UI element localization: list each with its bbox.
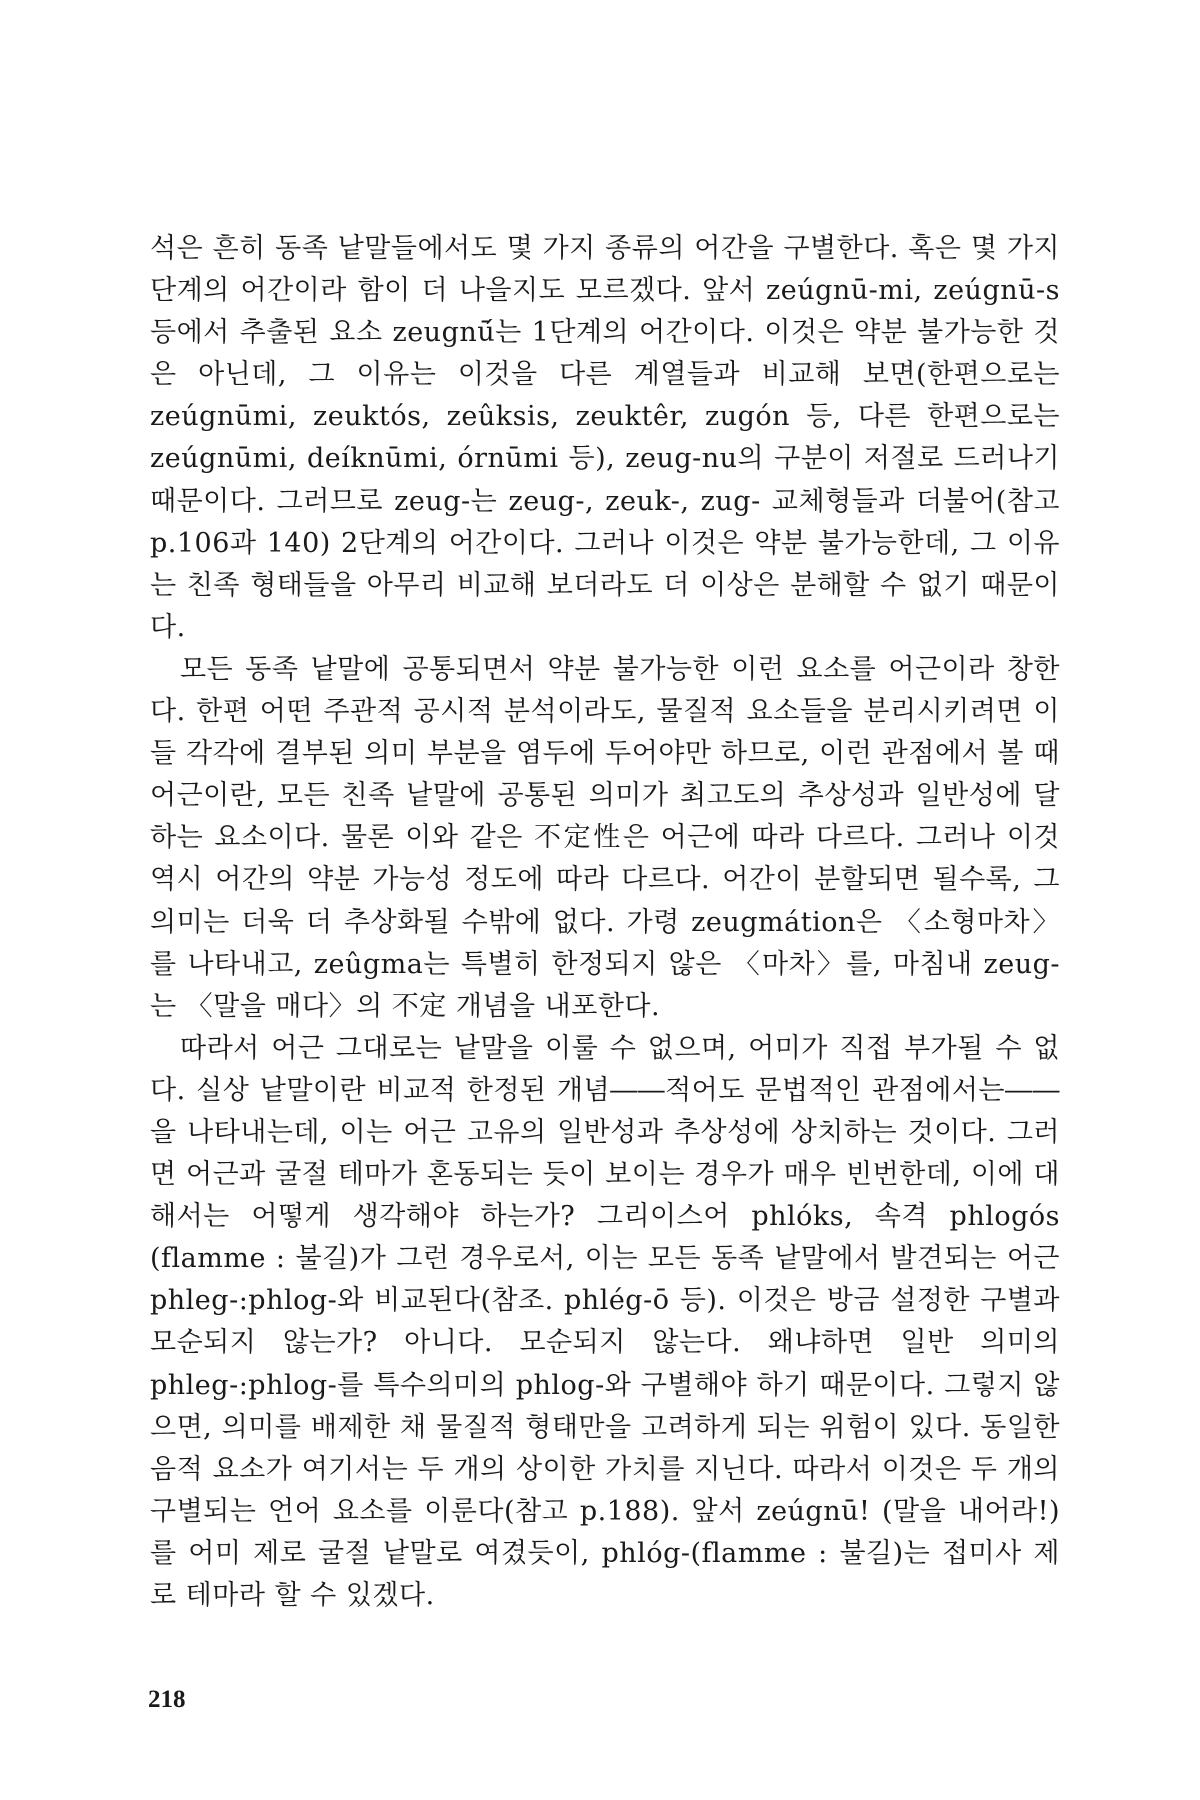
paragraph-3: 따라서 어근 그대로는 낱말을 이룰 수 없으며, 어미가 직접 부가될 수 없다. 실상 낱말이란 비교적 한정된 개념――적어도 문법적인 관점에서는――을 나타내는데, 이는 어근 고유의 일반성과 추상성에 상치하는 것이다. 그러면 어근과 굴절 테마가 혼동되는 듯이 보이는 경우가 매우 빈번한데, 이에 대해서는 어떻게 생각해야 하는가? 그리이스어 phlóks, 속격 phlogós (flamme : 불길)가 그런 경우로서, 이는 모든 동족 낱말에서 발견되는 어근 phleg-:phlog-와 비교된다(참조. phlég-ō 등). 이것은 방금 설정한 구별과 모순되지 않는가? 아니다. 모순되지 않는다. 왜냐하면 일반 의미의 phleg-:phlog-를 특수의미의 phlog-와 구별해야 하기 때문이다. 그렇지 않으면, 의미를 배제한 채 물질적 형태만을 고려하게 되는 위험이 있다. 동일한 음적 요소가 여기서는 두 개의 상이한 가치를 지닌다. 따라서 이것은 두 개의 구별되는 언어 요소를 이룬다(참고 p.188). 앞서 zeúgnū! (말을 내어라!)를 어미 제로 굴절 낱말로 여겼듯이, phlóg-(flamme : 불길)는 접미사 제로 테마라 할 수 있겠다.: [150, 1032, 1060, 1611]
body-text: [150, 228, 1060, 1617]
page-number: 218: [148, 1686, 186, 1713]
paragraph-1: 석은 흔히 동족 낱말들에서도 몇 가지 종류의 어간을 구별한다. 혹은 몇 가지 단계의 어간이라 함이 더 나을지도 모르겠다. 앞서 zeúgnū-mi, zeúgnū-s 등에서 추출된 요소 zeugnū́는 1단계의 어간이다. 이것은 약분 불가능한 것은 아닌데, 그 이유는 이것을 다른 계열들과 비교해 보면(한편으로는 zeúgnūmi, zeuktós, zeûksis, zeuktêr, zugón 등, 다른 한편으로는 zeúgnūmi, deíknūmi, órnūmi 등), zeug-nu의 구분이 저절로 드러나기 때문이다. 그러므로 zeug-는 zeug-, zeuk-, zug- 교체형들과 더불어(참고 p.106과 140) 2단계의 어간이다. 그러나 이것은 약분 불가능한데, 그 이유는 친족 형태들을 아무리 비교해 보더라도 더 이상은 분해할 수 없기 때문이다.: [150, 233, 1060, 643]
paragraph-2: 모든 동족 낱말에 공통되면서 약분 불가능한 이런 요소를 어근이라 창한다. 한편 어떤 주관적 공시적 분석이라도, 물질적 요소들을 분리시키려면 이들 각각에 결부된 의미 부분을 염두에 두어야만 하므로, 이런 관점에서 볼 때 어근이란, 모든 친족 낱말에 공통된 의미가 최고도의 추상성과 일반성에 달하는 요소이다. 물론 이와 같은 不定性은 어근에 따라 다르다. 그러나 이것 역시 어간의 약분 가능성 정도에 따라 다르다. 어간이 분할되면 될수록, 그 의미는 더욱 더 추상화될 수밖에 없다. 가령 zeugmátion은 〈소형마차〉를 나타내고, zeûgma는 특별히 한정되지 않은 〈마차〉를, 마침내 zeug-는 〈말을 매다〉의 不定 개념을 내포한다.: [150, 653, 1060, 1022]
